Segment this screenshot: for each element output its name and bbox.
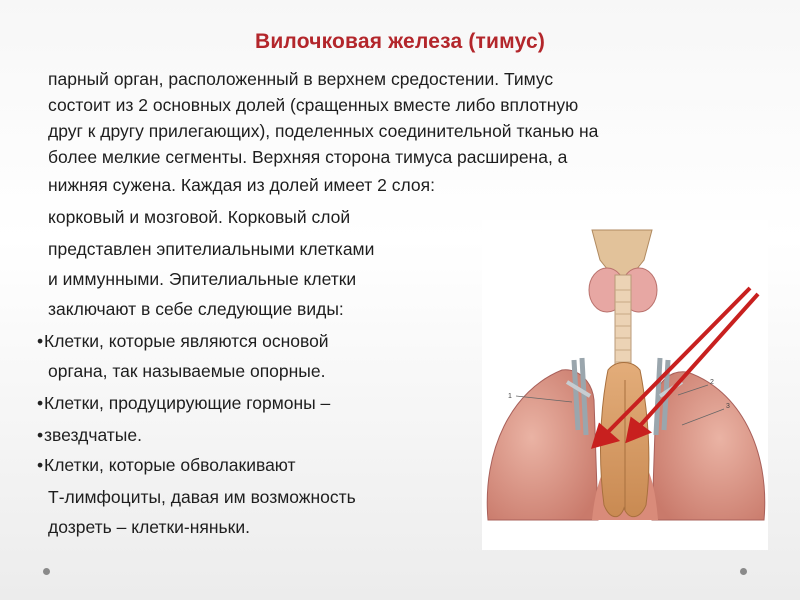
slide-title: Вилочковая железа (тимус): [254, 30, 546, 53]
text-line: друг к другу прилегающих), поделенных соединительной тканью на: [48, 121, 599, 141]
figure-label: 1: [508, 393, 512, 400]
text-line: нижняя сужена. Каждая из долей имеет 2 слоя:: [48, 175, 435, 195]
text-line: и иммунными. Эпителиальные клетки: [48, 269, 357, 289]
bullet-line: Т-лимфоциты, давая им возможность: [48, 487, 356, 507]
text-line: парный орган, расположенный в верхнем средостении. Тимус: [48, 69, 554, 89]
bullet-line: дозреть – клетки-няньки.: [48, 517, 250, 537]
bullet-line: звездчатые.: [44, 425, 142, 445]
nav-dot-right[interactable]: [740, 568, 747, 575]
thymus-anatomy-svg: [482, 220, 768, 550]
thymus-illustration: [482, 220, 768, 550]
bullet-marker: •: [37, 393, 44, 413]
bullet-line: Клетки, которые являются основой: [44, 331, 329, 351]
text-line: более мелкие сегменты. Верхняя сторона тимуса расширена, а: [48, 147, 568, 167]
figure-label: 3: [726, 403, 730, 410]
bullet-marker: •: [37, 331, 44, 351]
figure-label: 2: [710, 379, 714, 386]
bullet-line: Клетки, которые обволакивают: [44, 455, 296, 475]
text-line: корковый и мозговой. Корковый слой: [48, 207, 351, 227]
bullet-line: органа, так называемые опорные.: [48, 361, 326, 381]
bullet-marker: •: [37, 425, 44, 445]
nav-dot-left[interactable]: [43, 568, 50, 575]
text-line: представлен эпителиальными клетками: [48, 239, 375, 259]
text-line: заключают в себе следующие виды:: [48, 299, 344, 319]
text-line: состоит из 2 основных долей (сращенных вместе либо вплотную: [48, 95, 579, 115]
bullet-marker: •: [37, 455, 44, 475]
bullet-line: Клетки, продуцирующие гормоны –: [44, 393, 331, 413]
